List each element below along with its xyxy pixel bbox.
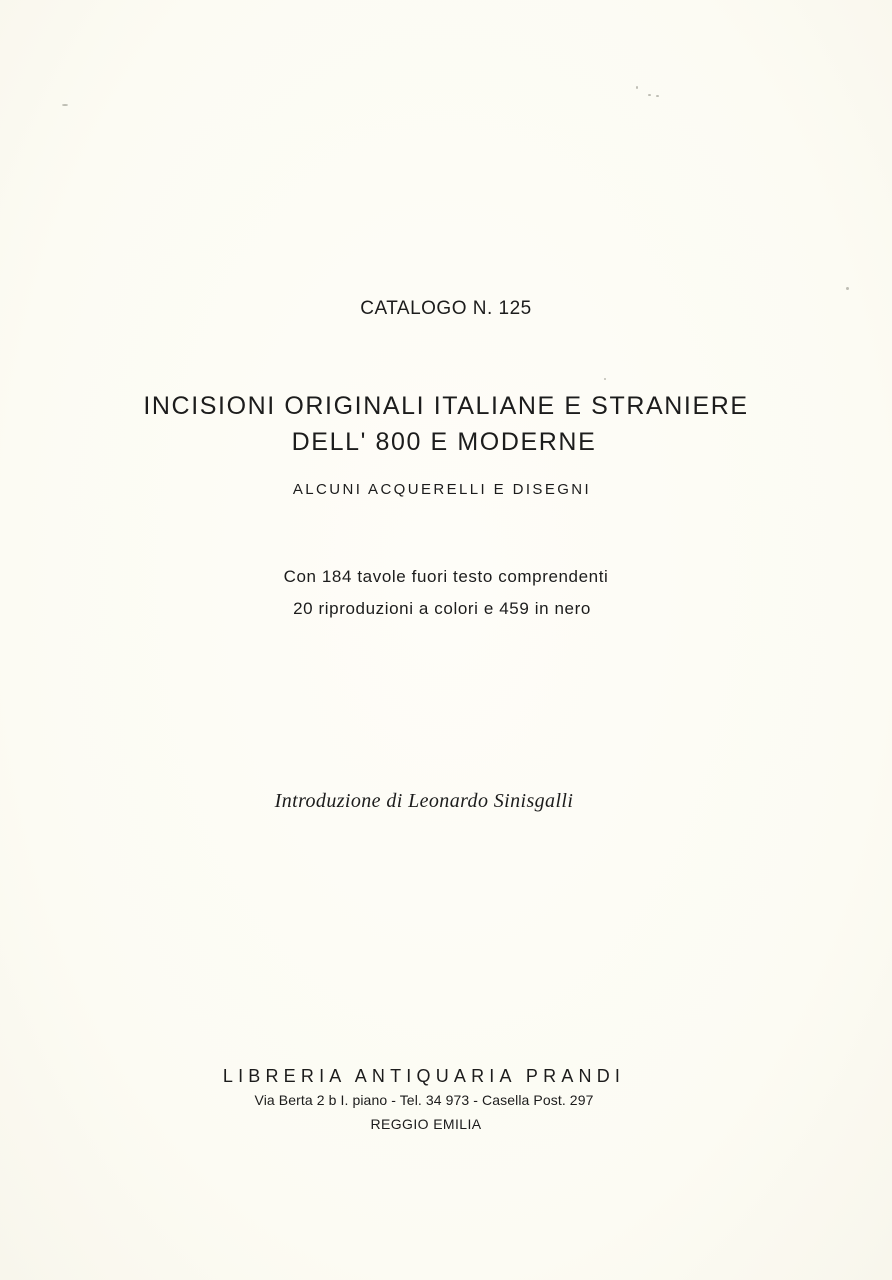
paper-speck (656, 95, 659, 97)
plates-description-line-1: Con 184 tavole fuori testo comprendenti (283, 567, 609, 586)
title-line-2: DELL' 800 E MODERNE (291, 428, 597, 456)
paper-speck (604, 378, 606, 380)
paper-speck (846, 287, 849, 290)
catalog-number: CATALOGO N. 125 (360, 298, 532, 319)
publisher-address: Via Berta 2 b I. piano - Tel. 34 973 - Casella Post. 297 (254, 1092, 594, 1108)
subtitle: ALCUNI ACQUERELLI E DISEGNI (292, 481, 592, 498)
paper-speck (636, 86, 638, 89)
publisher-city: REGGIO EMILIA (370, 1116, 482, 1132)
paper-speck (648, 94, 651, 96)
publisher-name: LIBRERIA ANTIQUARIA PRANDI (222, 1066, 626, 1086)
introduction-credit: Introduzione di Leonardo Sinisgalli (274, 790, 574, 812)
plates-description-line-2: 20 riproduzioni a colori e 459 in nero (293, 599, 591, 618)
title-line-1: INCISIONI ORIGINALI ITALIANE E STRANIERE (143, 392, 749, 420)
paper-speck (62, 104, 68, 106)
